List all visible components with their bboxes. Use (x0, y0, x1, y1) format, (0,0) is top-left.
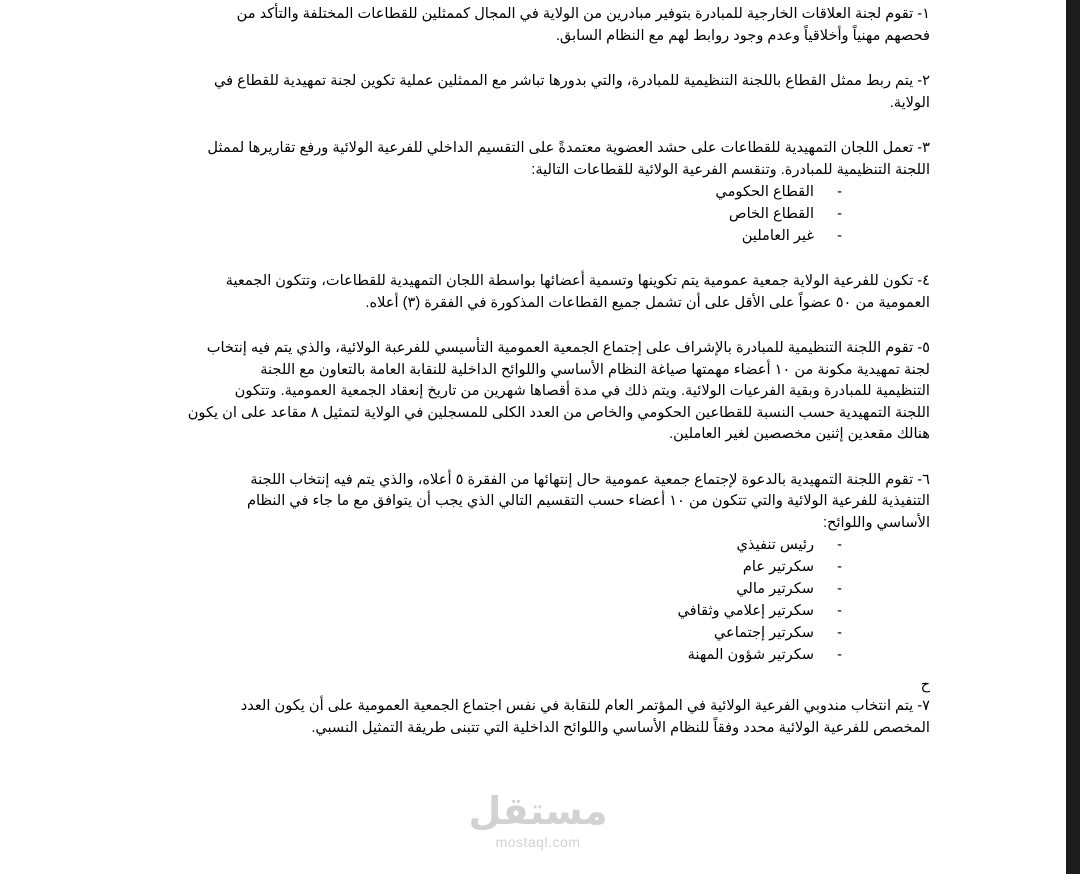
paragraph-4 (150, 271, 930, 314)
list-item (150, 181, 930, 203)
text-line: لجنة تمهيدية مكونة من ١٠ أعضاء مهمتها صياغة النظام الأساسي واللوائح الداخلية للنقابة العامة بالتعاون مع اللجنة (260, 361, 930, 378)
text-line: ٢- يتم ربط ممثل القطاع باللجنة التنظيمية للمبادرة، والتي بدورها تباشر مع الممثلين عملية تكوين لجنة تمهيدية للقطاع في (213, 73, 930, 89)
list-item (150, 578, 930, 600)
paragraph-1 (150, 4, 930, 47)
paragraph-2 (150, 71, 930, 114)
list-item (150, 644, 930, 666)
document-body (150, 4, 930, 763)
list-item (150, 600, 930, 622)
text-line: اللجنة التمهيدية حسب النسبة للقطاعين الحكومي والخاص من العدد الكلى للمسجلين في الولاية لتمثيل ٨ مقاعد على ان يكون (187, 404, 930, 421)
list-item-text: سكرتير شؤون المهنة (687, 647, 814, 663)
text-line: ٣- تعمل اللجان التمهيدية للقطاعات على حشد العضوية معتمدةً على التقسيم الداخلي للفرعية الولائية ورفع تقاريرها لممثل (207, 140, 930, 156)
text-line: ٥- تقوم اللجنة التنظيمية للمبادرة بالإشراف على إجتماع الجمعية العمومية التأسيسي للفرعبة الولائية، والذي يتم فيه إنتخاب (206, 340, 930, 356)
paragraph-7 (150, 696, 930, 739)
text-line: ٧- يتم انتخاب مندوبي الفرعية الولائية في المؤتمر العام للنقابة في نفس اجتماع الجمعية العمومية على أن يكون العدد (240, 698, 930, 714)
paragraph-5 (150, 338, 930, 446)
list-item (150, 622, 930, 644)
text-line: التنفيذية للفرعية الولائية والتي تتكون من ١٠ أعضاء حسب التقسيم التالي الذي يجب أن يتوافق مع ما جاء في النظام (246, 493, 930, 509)
text-line: ٤- تكون للفرعية الولاية جمعية عمومية يتم تكوينها وتسمية أعضائها بواسطة اللجان التمهيدية للقطاعات، وتتكون الجمعية (225, 273, 930, 289)
text-line: التنظيمية للمبادرة وبقية الفرعيات الولائية. ويتم ذلك في مدة أقصاها شهرين من تاريخ إنعقاد الجمعية العمومية. وتتكون (234, 383, 930, 399)
mostaql-watermark (468, 790, 608, 850)
list-dash: - (837, 206, 842, 222)
text-line: هنالك مقعدين إثنين مخصصين لغير العاملين. (669, 426, 930, 442)
list-item-text: غير العاملين (741, 228, 814, 244)
list-item-text: سكرتير إجتماعي (713, 625, 814, 641)
text-line: المخصص للفرعية الولائية محدد وفقاً للنظام الأساسي واللوائح الداخلية التي تتبنى طريقة التمثيل النسبي. (311, 719, 930, 736)
list-item-text: سكرتير مالي (736, 581, 814, 597)
text-line: فحصهم مهنياً وأخلاقياً وعدم وجود روابط لهم مع النظام السابق. (555, 27, 930, 44)
list-dash: - (837, 581, 842, 597)
watermark-url: mostaql.com (495, 834, 581, 850)
text-line: العمومية من ٥٠ عضواً على الأقل على أن تشمل جميع القطاعات المذكورة في الفقرة (٣) أعلاه. (365, 294, 930, 311)
list-dash: - (837, 647, 842, 663)
text-line: ١- تقوم لجنة العلاقات الخارجية للمبادرة بتوفير مبادرين من الولاية في المجال كممثلين للقطاعات المختلفة والتأكد من (236, 6, 930, 22)
list-item (150, 556, 930, 578)
text-line: ٦- تقوم اللجنة التمهيدية بالدعوة لإجتماع جمعية عمومية حال إنتهائها من الفقرة ٥ أعلاه، والذي يتم فيه إنتخاب اللجنة (250, 471, 930, 488)
list-item-text: رئيس تنفيذي (736, 537, 814, 553)
list-dash: - (837, 625, 842, 641)
list-dash: - (837, 559, 842, 575)
list-dash: - (837, 184, 842, 200)
list-item (150, 203, 930, 225)
list-dash: - (837, 228, 842, 244)
list-item (150, 225, 930, 247)
list-item-text: سكرتير إعلامي وثقافي (677, 603, 814, 619)
text-line: الأساسي واللوائح: (822, 514, 930, 531)
list-item-text: سكرتير عام (742, 559, 814, 575)
list-item-text: القطاع الخاص (728, 206, 814, 222)
right-border (1066, 0, 1080, 874)
watermark-logo: مستقل (468, 791, 608, 833)
text-line: اللجنة التنظيمية للمبادرة. وتنقسم الفرعية الولائية للقطاعات التالية: (531, 161, 930, 178)
list-item-text: القطاع الحكومي (715, 184, 814, 200)
stray-character: ح (920, 677, 930, 693)
sector-list (150, 181, 930, 247)
list-dash: - (837, 537, 842, 553)
paragraph-6 (150, 470, 930, 667)
list-dash: - (837, 603, 842, 619)
list-item (150, 534, 930, 556)
executive-committee-list (150, 534, 930, 666)
paragraph-3 (150, 138, 930, 247)
text-line: الولاية. (889, 94, 930, 111)
